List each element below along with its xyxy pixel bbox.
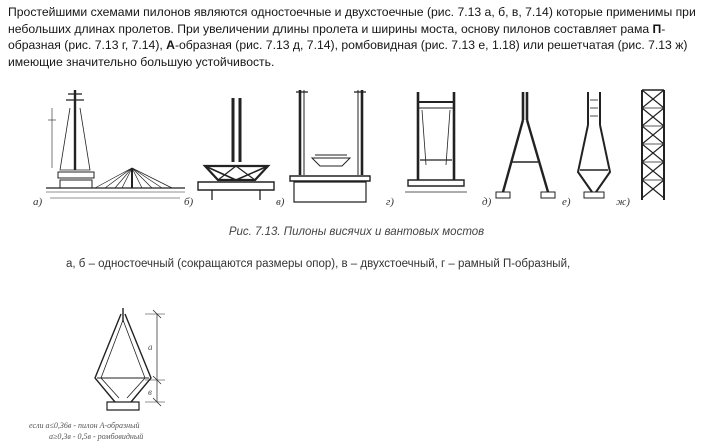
drawing-d (496, 92, 555, 198)
figure-label-a: а) (33, 196, 43, 208)
drawing-b (198, 98, 274, 200)
intro-paragraph (8, 4, 708, 70)
drawing-zh (642, 90, 664, 200)
figure-label-e: е) (562, 196, 571, 208)
figure-caption: Рис. 7.13. Пилоны висячих и вантовых мостов (228, 226, 485, 238)
figure-label-g: г) (386, 196, 394, 208)
paragraph-text-1: Простейшими схемами пилонов являются одностоечные и двухстоечные (рис. 7.13 а, б, в, 7.14) которые применимы при небольших длинах пролетов. При увеличении длины пролета и ширины моста, основу пилонов составляет рама (8, 5, 696, 36)
dim-label-b: в (148, 387, 152, 397)
pylon-drawings (0, 80, 713, 220)
paragraph-bold-a: А (166, 38, 175, 53)
note-line-2: а≥0,3в - 0,5в - ромбовидный (49, 432, 144, 441)
note-line-1: если а≤0,36в - пилон A-образный (29, 421, 140, 430)
paragraph-bold-p: П (652, 21, 662, 36)
figure-label-d: д) (482, 196, 492, 208)
figure-7-13 (0, 80, 713, 220)
figure-label-zh: ж) (616, 196, 630, 208)
paragraph-text-2: -образная (рис. 7.13 г, 7.14), (8, 21, 666, 53)
figure-label-v: в) (276, 196, 285, 208)
dim-label-a: a (148, 342, 153, 352)
drawing-g (405, 92, 467, 192)
figure-label-b: б) (184, 196, 194, 208)
figure-rhomboid-pylon (29, 300, 245, 443)
figure-subcaption: а, б – одностоечный (сокращаются размеры опор), в – двухстоечный, г – рамный П-образный, (66, 258, 571, 270)
drawing-v (290, 90, 370, 202)
drawing-a (46, 90, 185, 198)
drawing-e (578, 92, 610, 198)
paragraph-text-3: -образная (рис. 7.13 д, 7.14), ромбовидная (рис. 7.13 е, 1.18) или решетчатая (рис. 7.13 ж) имеющие значительно большую устойчивость. (8, 38, 688, 69)
